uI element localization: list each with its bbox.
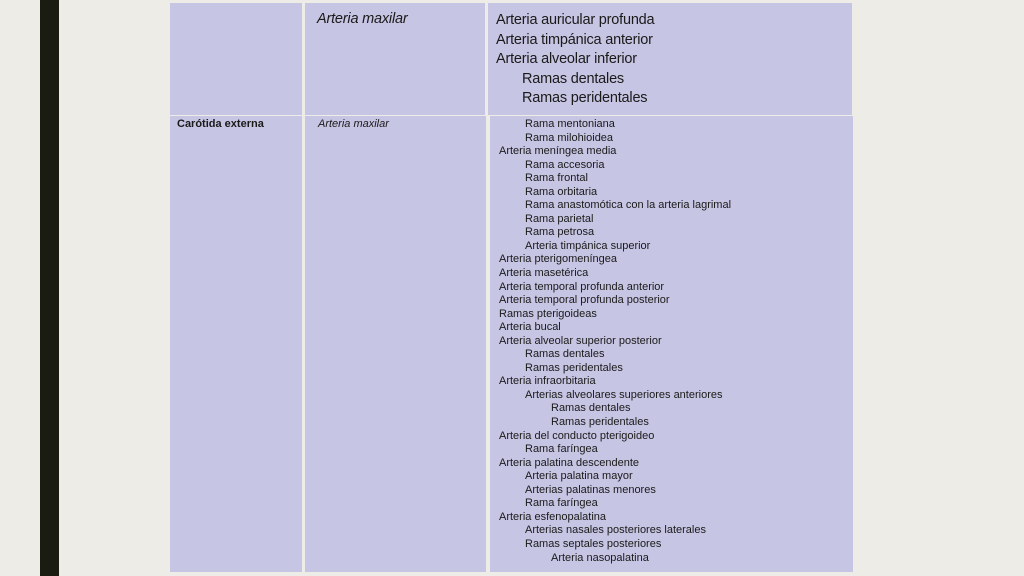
branch-item: Rama faríngea [525, 497, 598, 510]
branch-item: Arteria masetérica [499, 267, 589, 280]
branch-item: Rama anastomótica con la arteria lagrimal [525, 199, 732, 212]
branch-item: Rama petrosa [525, 226, 595, 239]
branch-item: Arteria esfenopalatina [499, 510, 607, 523]
branch-item: Arterias nasales posteriores laterales [525, 524, 706, 537]
branch-item: Ramas peridentales [551, 416, 649, 429]
top-table-artery-cell [305, 3, 485, 115]
branch-item: Ramas peridentales [522, 90, 648, 106]
top-table-artery-name: Arteria maxilar [317, 11, 408, 27]
bottom-table-branches-cell [490, 116, 853, 572]
branch-item: Ramas septales posteriores [525, 537, 662, 550]
branch-item: Ramas dentales [522, 70, 624, 87]
branch-item: Rama frontal [525, 172, 588, 185]
branch-item: Ramas pterigoideas [499, 307, 597, 320]
branch-item: Rama faríngea [525, 443, 598, 456]
branch-item: Arterias alveolares superiores anteriores [525, 388, 723, 401]
bottom-table-origin-cell [170, 116, 302, 572]
branch-item: Arteria timpánica anterior [496, 31, 653, 48]
branch-item: Rama orbitaria [525, 185, 598, 198]
branch-item: Arteria del conducto pterigoideo [499, 429, 655, 442]
branch-item: Ramas dentales [525, 348, 605, 361]
branch-item: Arteria alveolar inferior [496, 51, 637, 67]
branch-item: Arteria auricular profunda [496, 12, 655, 28]
branch-item: Arteria alveolar superior posterior [499, 334, 662, 347]
bottom-table-branch-list [499, 118, 731, 565]
branch-item: Rama mentoniana [525, 118, 615, 130]
slide-accent-bar [40, 0, 59, 576]
branch-item: Arteria nasopalatina [551, 551, 649, 564]
branch-item: Rama accesoria [525, 158, 605, 171]
branch-item: Arteria infraorbitaria [499, 375, 596, 388]
branch-item: Rama parietal [525, 212, 594, 225]
branch-item: Arteria temporal profunda anterior [499, 280, 665, 293]
top-table-branches-cell [488, 3, 852, 115]
branch-item: Ramas peridentales [525, 361, 623, 374]
branch-item: Arteria palatina mayor [525, 470, 633, 483]
bottom-table-origin-name: Carótida externa [177, 118, 264, 130]
branch-item: Arterias palatinas menores [525, 483, 656, 496]
branch-item: Arteria meníngea media [499, 145, 617, 158]
top-table-branch-list [496, 11, 654, 109]
branch-item: Arteria bucal [499, 321, 561, 334]
bottom-table-artery-name: Arteria maxilar [318, 118, 389, 130]
branch-item: Arteria temporal profunda posterior [499, 294, 670, 307]
branch-item: Ramas dentales [551, 402, 631, 415]
branch-item: Arteria pterigomeníngea [499, 253, 618, 266]
top-table-origin-cell [170, 3, 302, 115]
branch-item: Arteria timpánica superior [525, 239, 651, 252]
bottom-table-artery-cell [305, 116, 486, 572]
branch-item: Rama milohioidea [525, 131, 614, 144]
branch-item: Arteria palatina descendente [499, 456, 640, 469]
